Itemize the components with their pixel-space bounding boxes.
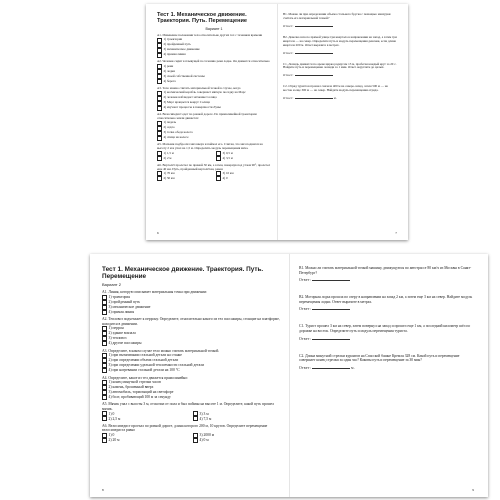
question-text: А1. Линия, которую описывает материальная точка при движении: <box>102 290 208 295</box>
question-block <box>102 290 280 314</box>
option-label: 4) 0 <box>222 176 228 181</box>
answer-label: Ответ: <box>299 307 312 312</box>
question-block <box>283 13 397 28</box>
option-label: 2) лодки <box>163 68 175 73</box>
question-text: С1. Лошадь движется по арене цирка радиусом 13 м, пробегая каждый круг за 20 с. Найдите путь и перемещение лошади за 1 мин. Ответ округлите до целых. <box>283 61 397 70</box>
answer-option <box>157 53 271 58</box>
option-label: 2) 2,5 м <box>108 416 121 421</box>
option-label: 2) здание вокзала <box>108 331 136 336</box>
question-list <box>299 266 474 370</box>
option-label: 2) 2 м <box>163 155 172 160</box>
option-label: 1) при вытягивании стальной детали на станке <box>108 353 182 358</box>
answer-checkbox[interactable] <box>102 416 107 421</box>
option-label: 4) спица на колесе <box>163 135 189 140</box>
option-label: 1) реки <box>163 63 174 68</box>
option-label: 4) 7,5 м <box>199 416 212 421</box>
question-text: А1. Изменение положения тела относительно других тел с течением времени <box>157 32 263 37</box>
answer-checkbox[interactable] <box>157 53 162 58</box>
answer-blank[interactable] <box>295 95 333 99</box>
answer-blank[interactable] <box>312 277 350 281</box>
answer-grid <box>157 171 271 181</box>
answer-label: Ответ: <box>283 50 294 55</box>
question-block <box>157 164 271 182</box>
question-text: А5. Мальчик подбросил мяч вверх и поймал его. Считая, что мяч поднялся на высоту 2 м и упал на 1,5 м. Определить модуль перемещения мяча. <box>157 142 263 151</box>
option-label: 4) болт, пробивающий 100 м за секунду <box>108 395 171 400</box>
option-label: 1) 0 <box>108 432 115 437</box>
answer-option <box>193 438 280 443</box>
answer-checkbox[interactable] <box>102 395 107 400</box>
answer-checkbox[interactable] <box>102 310 107 315</box>
answer-line <box>299 277 474 282</box>
answer-checkbox[interactable] <box>193 416 198 421</box>
answer-label: Ответ: <box>283 73 294 78</box>
option-label: 4) изучают процессы в поверхности Луны <box>163 105 221 110</box>
option-label: 4) другие пассажиры <box>108 341 142 346</box>
page-7 <box>277 4 408 240</box>
question-text: С1. Турист прошел 3 км на север, затем повернул на запад и прошел еще 1 км, а последний километр шёл по дорожке на восток. Определите путь и модуль перемещения туриста. <box>299 324 471 333</box>
answer-grid <box>102 411 280 421</box>
option-label: 3) механическое движение <box>108 305 151 310</box>
variant-label: Вариант 1 <box>205 26 223 31</box>
answer-option <box>193 416 280 421</box>
bottom-book-spread <box>90 254 488 497</box>
answer-option <box>216 176 271 181</box>
option-label: 3) 3 м <box>199 411 209 416</box>
answer-option <box>157 79 271 84</box>
page-number: 8 <box>102 488 104 492</box>
question-block <box>102 317 280 346</box>
answer-checkbox[interactable] <box>157 106 162 111</box>
question-list <box>157 34 271 182</box>
option-label: 4) прямая линия <box>108 310 135 315</box>
answer-blank[interactable] <box>295 50 333 54</box>
option-label: 1) 70 км <box>163 171 175 176</box>
option-label: 4) прямая линия <box>163 52 186 57</box>
answer-option <box>102 416 189 421</box>
answer-option <box>102 438 189 443</box>
option-label: 3) при определении удельной теплоемкости стальной детали <box>108 363 205 368</box>
answer-checkbox[interactable] <box>157 176 162 181</box>
question-block <box>299 295 474 311</box>
answer-line <box>299 365 474 370</box>
answer-line <box>283 23 397 28</box>
question-block <box>102 349 280 373</box>
question-block <box>102 402 280 421</box>
answer-label: Ответ: <box>299 336 312 341</box>
question-block <box>283 36 397 55</box>
answer-line <box>283 72 397 77</box>
answer-checkbox[interactable] <box>102 341 107 346</box>
option-label: 3) точка обода колеса <box>163 130 193 135</box>
answer-checkbox[interactable] <box>102 368 107 373</box>
option-label: 3) 2000 м <box>199 432 215 437</box>
option-label: 1) космический корабль совершает мягкую посадку на Марс <box>163 90 246 95</box>
answer-option <box>157 156 212 161</box>
answer-option <box>102 341 280 346</box>
answer-checkbox[interactable] <box>193 438 198 443</box>
page-9 <box>289 254 488 497</box>
question-block <box>157 60 271 84</box>
question-text: А6. Вертолёт пролетел по прямой 30 км, а затем, повернув под углом 90°, пролетел еще 40 км. Путь, пройденный вертолётом, равен <box>157 162 271 171</box>
question-text: А2. Человек сидит в плывущей по течению реки лодке. Он движется относительно <box>157 59 270 64</box>
page-number: 6 <box>157 231 159 235</box>
option-label: 2) при определении объема стальной детали <box>108 358 179 363</box>
answer-line <box>283 95 397 100</box>
answer-checkbox[interactable] <box>157 136 162 141</box>
question-block <box>102 424 280 443</box>
question-block <box>283 85 397 100</box>
question-text: В2. Моторная лодка прошла по озеру в направлении на запад 2 км, а затем еще 3 км на север. Найдите модуль перемещения лодки. Ответ выразите в метрах. <box>299 295 473 304</box>
answer-line <box>299 336 474 341</box>
question-block <box>102 376 280 400</box>
question-text: А3. Определите, в каком случае тело можно считать материальной точкой. <box>102 348 220 353</box>
answer-checkbox[interactable] <box>216 156 221 161</box>
page-number: 9 <box>472 488 474 492</box>
question-text: А6. Велосипедист проехал по ровной дороге, длина которого 200 м, 10 кругов. Определите перемещение велосипедиста равно <box>102 423 268 433</box>
answer-checkbox[interactable] <box>157 79 162 84</box>
option-label: 1) конец минутной стрелки часов <box>108 380 161 385</box>
question-block <box>283 63 397 78</box>
question-block <box>157 143 271 161</box>
page-number: 7 <box>395 231 397 235</box>
question-text: С2. Отряд туристов прошел сначала 400 м на северо-запад, затем 500 м — на восток и еще 300 м — на север. Найдите модуль перемещения отряда. <box>283 84 388 93</box>
question-text: А3. Тело можно считать материальной точкой в случае, когда <box>157 85 241 90</box>
question-text: С2. Длина минутной стрелки курантов на Спасской башне Кремля 328 см. Какой путь и перемещение совершает конец стрелки за один час? Каковы путь и перемещение за 30 мин? <box>299 353 460 363</box>
top-book-spread <box>146 4 408 240</box>
page-6 <box>146 4 277 240</box>
option-label: 2) пройденный путь <box>108 300 141 305</box>
option-label: 1) траектория <box>163 37 183 42</box>
option-label: 3) автомобиль, тормозящий на светофоре <box>108 390 174 395</box>
answer-option <box>157 106 271 111</box>
answer-label: Ответ: <box>299 278 312 283</box>
option-label: 3) своей собственной системы <box>163 73 205 78</box>
option-label: 3) 0,5 м <box>222 150 233 155</box>
question-block <box>299 354 474 370</box>
answer-option <box>157 176 212 181</box>
test-title: Тест 1. Механическое движение. Траектория. Путь. Перемещение <box>157 12 248 25</box>
answer-option <box>157 136 271 141</box>
option-label: 4) при нагревании стальной детали на 100 °С <box>108 368 180 373</box>
question-text: В1. Можно ли при определении объема стального бруска с помощью мензурки считать его материальной точкой? <box>283 12 391 20</box>
option-label: 2) 50 км <box>163 176 175 181</box>
question-list <box>283 13 397 100</box>
page-8 <box>90 254 289 497</box>
option-label: 2) седло <box>163 125 175 130</box>
option-label: 3) 10 км <box>222 171 234 176</box>
answer-checkbox[interactable] <box>102 438 107 443</box>
answer-label: Ответ: <box>283 23 294 28</box>
answer-blank[interactable] <box>312 336 350 340</box>
question-list <box>102 290 280 442</box>
answer-blank[interactable] <box>312 365 350 369</box>
variant-label: Вариант 2 <box>102 282 121 288</box>
question-block <box>299 266 474 282</box>
option-label: 1) педаль <box>163 120 177 125</box>
option-label: 3) Марс вращается вокруг Солнца <box>163 100 210 105</box>
answer-line <box>299 306 474 311</box>
answer-blank[interactable] <box>312 306 350 310</box>
option-label: 3) механическое движение <box>163 47 200 52</box>
option-label: 2) камень, брошенный вверх <box>108 385 154 390</box>
option-label: 2) пройденный путь <box>163 42 191 47</box>
option-label: 1) траектория <box>108 295 130 300</box>
option-label: 3) тепловоз <box>108 336 127 341</box>
option-label: 1) 0 <box>108 411 115 416</box>
question-block <box>299 324 474 340</box>
answer-grid <box>157 151 271 161</box>
question-text: А4. Велосипедист едет по ровной дороге. По прямолинейной траектории относительно земли движется: <box>157 112 257 120</box>
answer-blank[interactable] <box>295 23 333 27</box>
test-title: Тест 1. Механическое движение. Траектория. Путь. Перемещение <box>102 266 264 281</box>
question-text: В1. Можно ли считать материальной точкой машину, движущуюся по автотрассе 80 км/ч из Москвы в Санкт-Петербург? <box>299 266 472 275</box>
answer-unit: м. <box>333 96 338 101</box>
option-label: 1) перрон <box>108 326 124 331</box>
answer-option <box>216 156 271 161</box>
question-text: А2. Тепловоз подъезжает к перрону. Определите, относительно какого из тел пассажиры, стоящие на платформе, находятся в движении. <box>102 317 280 326</box>
answer-label: Ответ: <box>299 365 312 370</box>
answer-line <box>283 50 397 55</box>
option-label: 2) человек наблюдает затмение Солнца <box>163 95 217 100</box>
answer-option <box>102 368 280 373</box>
option-label: 4) берега <box>163 78 176 83</box>
answer-unit: м. <box>351 365 355 370</box>
option-label: 1) 1,5 м <box>163 150 174 155</box>
answer-option <box>102 395 280 400</box>
answer-grid <box>102 433 280 443</box>
option-label: 4) 3,5 м <box>222 155 233 160</box>
option-label: 2) 20 м <box>108 437 120 442</box>
question-text: В2. Девочка шла по прямой улице три квартала в направлении на запад, а затем три квартала — на север. Определите путь и модуль перемещения девочки, если длина квартала 200 м. Ответ выразите в метрах. <box>283 34 397 47</box>
question-text: А5. Мячик упал с высоты 3 м, отскочил от пола и был пойман на высоте 1 м. Определите, какой путь прошел мячик. <box>102 402 274 411</box>
answer-checkbox[interactable] <box>157 156 162 161</box>
question-block <box>157 34 271 58</box>
answer-blank[interactable] <box>295 72 333 76</box>
option-label: 4) 0 м <box>199 437 209 442</box>
question-text: А4. Определите, какое из тел движется прямолинейно: <box>102 375 189 380</box>
answer-option <box>102 310 280 315</box>
question-block <box>157 113 271 141</box>
answer-label: Ответ: <box>283 96 294 101</box>
answer-checkbox[interactable] <box>216 176 221 181</box>
question-block <box>157 87 271 111</box>
